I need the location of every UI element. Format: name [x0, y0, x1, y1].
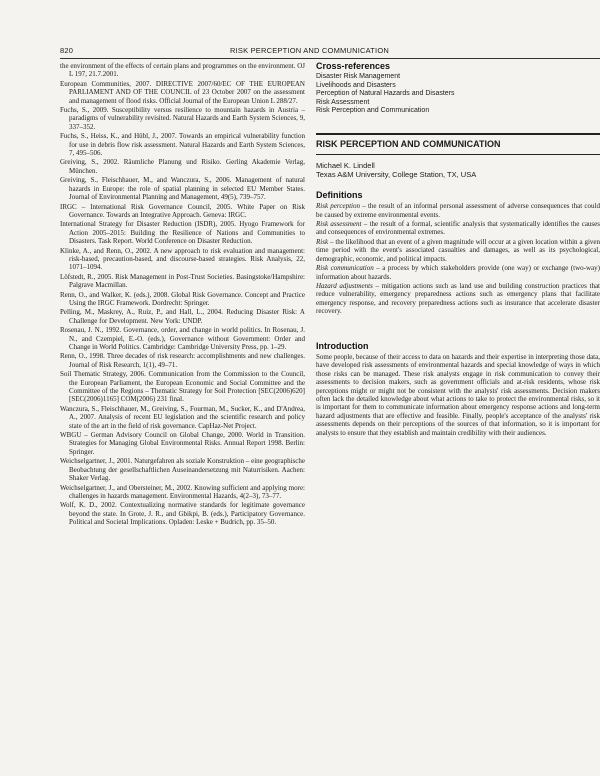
reference-item: Soil Thematic Strategy, 2006. Communication from the Commission to the Council, the European Parliament, the European Economic and Social Committee and the Committee of the Regions – Thematic Strategy for Soil Protection [SEC(2006)620] [SEC(2006)1165] COM(2006) 231 final. [60, 370, 305, 404]
definition-item [316, 282, 600, 316]
definition-term: Risk perception [316, 202, 360, 211]
reference-item: European Communities, 2007. DIRECTIVE 2007/60/EC OF THE EUROPEAN PARLIAMENT AND OF THE COUNCIL of 23 October 2007 on the assessment and management of flood risks. Official Journal of the European Union L 288/27. [60, 79, 305, 105]
running-header [60, 44, 600, 59]
left-column [60, 62, 305, 752]
cross-reference-link: Risk Perception and Communication [316, 107, 430, 115]
reference-item: Fuchs, S., 2009. Susceptibility versus resilience to mountain hazards in Austria – paradigms of vulnerability revisited. Natural Hazards and Earth System Sciences, 9, 337–352. [60, 106, 305, 131]
reference-item: Wolf, K. D., 2002. Contextualizing normative standards for legitimate governance beyond the state. In Grote, J. R., and Gbikpi, B. (eds.), Participatory Governance. Political and Societal Implications. Opladen: Leske + Budrich, pp. 35–50. [60, 501, 305, 527]
reference-item: IRGC – International Risk Governance Council, 2005. White Paper on Risk Governance. Towards an Integrative Approach. Geneva: IRGC. [60, 202, 305, 219]
cross-references-heading: Cross-references [316, 62, 391, 71]
introduction-paragraph: Some people, because of their access to data on hazards and their expertise in interpreting those data, have developed risk assessments of environmental hazards and special knowledge of ways in which those risks can be managed. These risk analysts engage in risk communication to convey their assessments to decision makers, such as government officials and at-risk residents, whose risk perceptions might or might not be consistent with the analysts' risk assessments. Decision makers often lack the detailed knowledge about what actions to take to protect the environmental risks, so it is important for them to communicate information about emergency response actions and long-term hazard adjustments that are effective and feasible. Finally, people's acceptance of the analysts' risk assessments depends on their perceptions of the sources of that information, so it is important for analysts to ensure that they establish and maintain credibility with their audiences. [316, 352, 600, 437]
cross-reference-link: Disaster Risk Management [316, 73, 401, 81]
reference-item: Pelling, M., Maskrey, A., Ruiz, P., and Hall, L., 2004. Reducing Disaster Risk: A Challenge for Development. New York: UNDP. [60, 308, 305, 325]
definition-text: – the likelihood that an event of a given magnitude will occur at a given location within a given time period with the event's associated casualties and damages, as well as its psychological, demographic, economic, and political impacts. [316, 237, 600, 263]
reference-item: Renn, O., 1998. Three decades of risk research: accomplishments and new challenges. Journal of Risk Research, 1(1), 49–71. [60, 352, 305, 369]
reference-item: the environment of the effects of certain plans and programmes on the environment. OJ L 197, 21.7.2001. [60, 62, 305, 79]
definition-item [316, 264, 600, 281]
definition-item [316, 238, 600, 263]
definition-item [316, 220, 600, 237]
reference-item: Fuchs, S., Heiss, K., and Hübl, J., 2007. Towards an empirical vulnerability function for use in debris flow risk assessment. Natural Hazards and Earth System Sciences, 7, 495–506. [60, 132, 305, 158]
definition-text: – the result of a formal, scientific analysis that systematically identifies the causes and consequences of environmental extremes. [316, 220, 600, 237]
definition-text: – mitigation actions such as land use and building construction practices that reduce vulnerability, emergency preparedness actions such as emergency plans that facilitate emergency response, and recovery preparedness actions such as insurance that accelerate disaster recovery. [316, 281, 600, 316]
cross-reference-link: Perception of Natural Hazards and Disasters [316, 90, 455, 98]
entry-title: RISK PERCEPTION AND COMMUNICATION [316, 133, 600, 154]
author-name: Michael K. Lindell [316, 160, 375, 170]
definition-text: – the result of an informal personal assessment of adverse consequences that could be caused by extreme environmental events. [316, 202, 600, 219]
cross-reference-link: Risk Assessment [316, 98, 370, 106]
reference-item: Wanczura, S., Fleischhauer, M., Greiving, S., Fourman, M., Sucker, K., and D'Andrea, A., 2007. Analysis of recent EU legislation and the scientific research and policy state of the art in the field of risk governance. CapHaz-Net Project. [60, 404, 305, 430]
reference-item: Renn, O., and Walker, K. (eds.), 2008. Global Risk Governance. Concept and Practice Using the IRGC Framework. Dordrecht: Springer. [60, 290, 305, 307]
reference-item: WBGU – German Advisory Council on Global Change, 2000. World in Transition. Strategies for Managing Global Environmental Risks. Annual Report 1998. Berlin: Springer. [60, 431, 305, 456]
definition-term: Hazard adjustments [316, 281, 373, 290]
definition-text: – a process by which stakeholders provide (one way) or exchange (two-way) information about hazards. [316, 264, 600, 281]
definitions-heading: Definitions [316, 189, 363, 200]
definition-term: Risk communication [316, 264, 374, 273]
definition-item [316, 202, 600, 219]
cross-reference-link: Livelihoods and Disasters [316, 81, 396, 89]
author-block [316, 161, 600, 179]
introduction-heading: Introduction [316, 340, 369, 351]
running-title: RISK PERCEPTION AND COMMUNICATION [230, 46, 389, 55]
reference-item: Löfstedt, R., 2005. Risk Management in Post-Trust Societies. Basingstoke/Hampshire: Palgrave Macmillan. [60, 272, 305, 290]
reference-list [60, 62, 305, 527]
right-column [316, 62, 600, 762]
definition-term: Risk [316, 237, 329, 246]
reference-item: Klinke, A., and Renn, O., 2002. A new approach to risk evaluation and management: risk-based, precaution-based, and discourse-based strategies. Risk Analysis, 22, 1071–1094. [60, 246, 305, 272]
definition-term: Risk assessment [316, 220, 362, 229]
definitions-list [316, 202, 600, 315]
author-affiliation: Texas A&M University, College Station, TX, USA [316, 169, 477, 179]
reference-item: Weichselgartner, J., and Obersteiner, M., 2002. Knowing sufficient and applying more: challenges in hazards management. Environmental Hazards, 4(2–3), 73–77. [60, 483, 305, 500]
reference-item: International Strategy for Disaster Reduction (ISDR), 2005. Hyogo Framework for Action 2005–2015: Building the Resilience of Nations and Communities to Disasters. Task Report. World Conference on Disaster Reduction. [60, 220, 305, 246]
definitions-section [316, 191, 600, 316]
reference-item: Greiving, S., 2002. Räumliche Planung und Risiko. Gerling Akademie Verlag, München. [60, 158, 305, 175]
reference-item: Weichselgartner, J., 2001. Naturgefahren als soziale Konstruktion – eine geographische Beobachtung der gesellschaftlichen Auseinandersetzung mit Naturrisiken. Aachen: Shaker Verlag. [60, 457, 305, 483]
page-number: 820 [60, 46, 74, 55]
introduction-section [316, 342, 600, 437]
cross-references-list [316, 73, 600, 115]
reference-item: Greiving, S., Fleischhauer, M., and Wanczura, S., 2006. Management of natural hazards in Europe: the role of spatial planning in selected EU Member States. Journal of Environmental Planning and Management, 49(5), 739–757. [60, 176, 305, 202]
reference-item: Rosenau, J. N., 1992. Governance, order, and change in world politics. In Rosenau, J. N., and Czempiel, E.-O. (eds.), Governance without Government: Order and Change in World Politics. Cambridge: Cambridge University Press, pp. 1–29. [60, 326, 305, 351]
